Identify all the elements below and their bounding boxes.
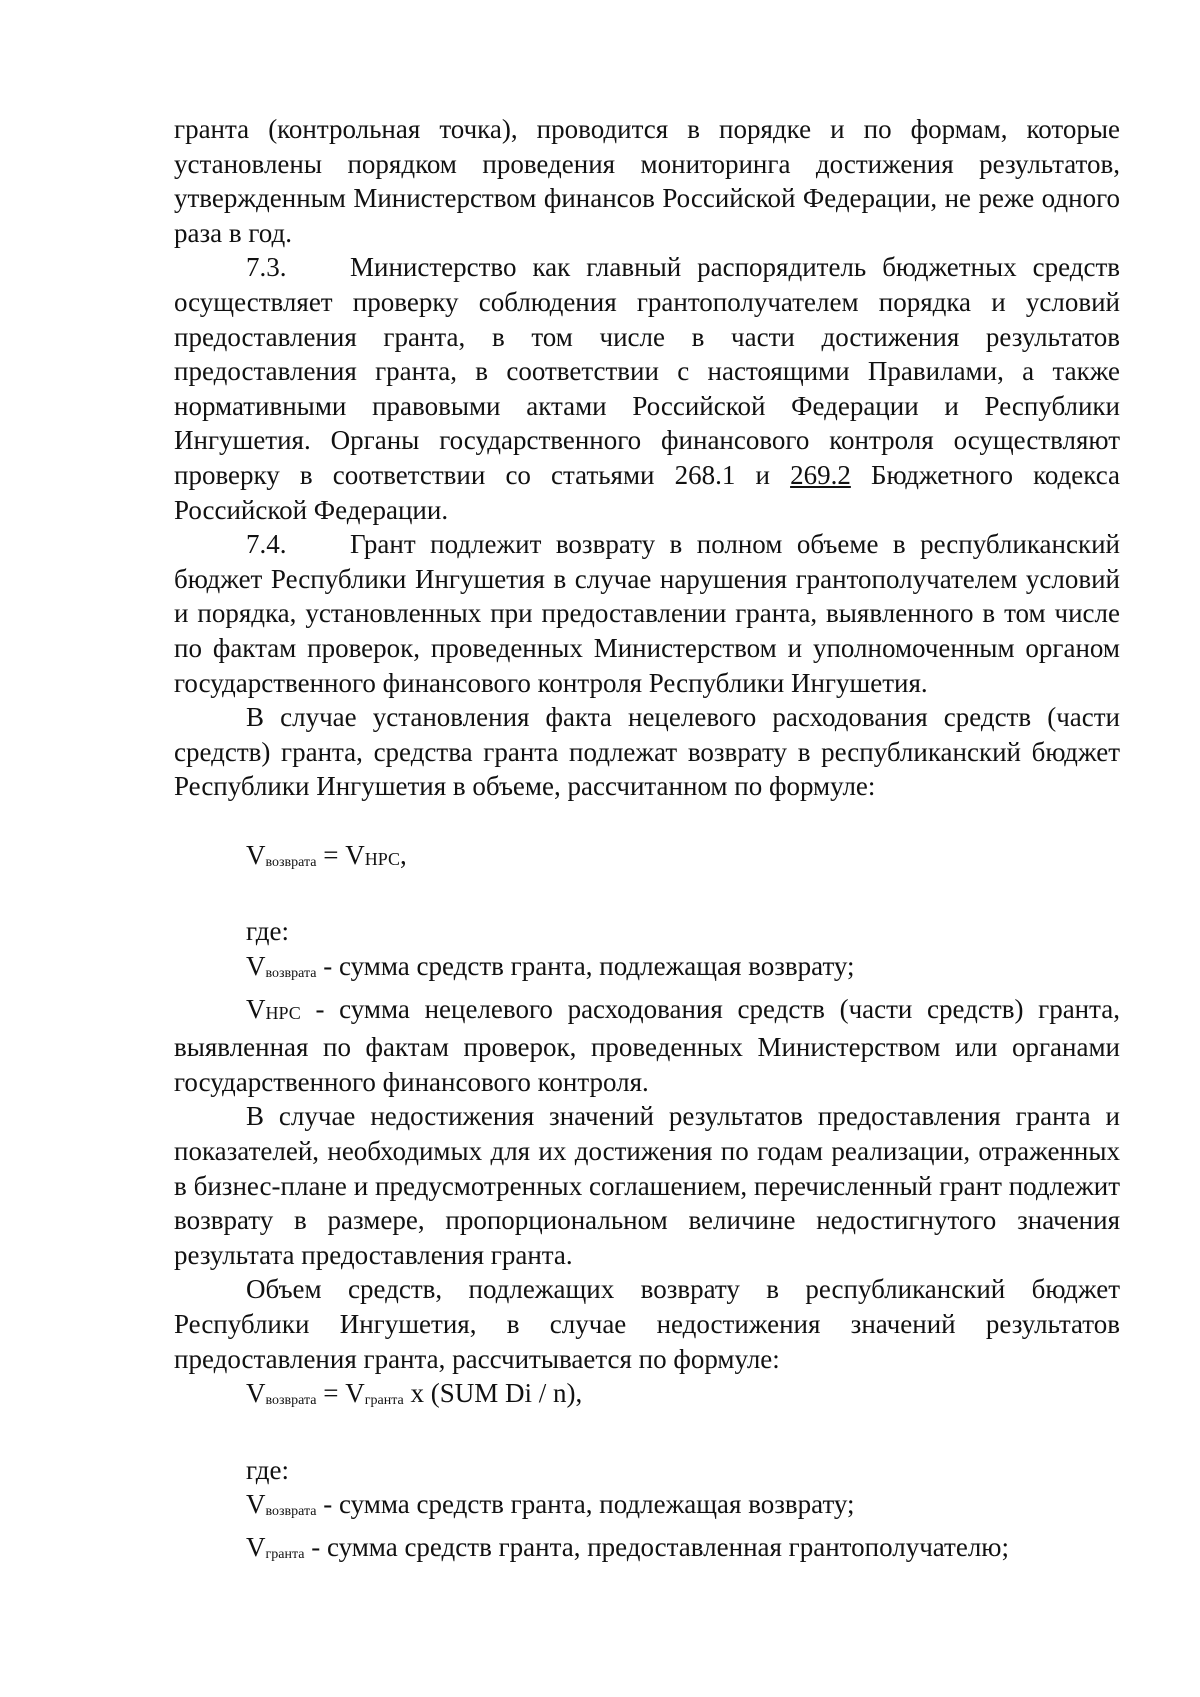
- spacer: [174, 804, 1120, 838]
- spacer: [174, 1419, 1120, 1453]
- spacer: [174, 880, 1120, 914]
- formula-return-non-achievement: Vвозврата = Vгранта x (SUM Di / n),: [246, 1378, 583, 1409]
- paragraph-intro: гранта (контрольная точка), проводится в порядке и по формам, которые установлены порядком проведения мониторинга достижения результатов, утвержденным Министерством финансов Российской Федерации, не реже одного раза в год.: [174, 114, 1120, 248]
- paragraph-misuse: В случае установления факта нецелевого расходования средств (части средств) гранта, средства гранта подлежат возврату в республиканский бюджет Республики Ингушетия в объеме, рассчитанном по формуле:: [174, 702, 1120, 802]
- definition-v-grant: Vгранта - сумма средств гранта, предоставленная грантополучателю;: [246, 1531, 1009, 1562]
- clause-text-end: Бюджетного кодекса Российской Федерации.: [174, 459, 1120, 525]
- budget-code-article-link[interactable]: 269.2: [790, 459, 851, 490]
- paragraph-7-3: [174, 250, 1120, 527]
- clause-text: Грант подлежит возврату в полном объеме в республиканский бюджет Республики Ингушетия в случае нарушения грантополучателем условий и порядка, установленных при предоставлении гранта, выявленного в том числе по фактам проверок, проведенных Министерством и уполномоченным органом государственного финансового контроля Республики Ингушетия.: [174, 529, 1120, 698]
- paragraph-non-achievement: В случае недостижения значений результатов предоставления гранта и показателей, необходимых для их достижения по годам реализации, отраженных в бизнес-плане и предусмотренных соглашением, перечисленный грант подлежит возврату в размере, пропорциональном величине недостигнутого значения результата предоставления гранта.: [174, 1101, 1120, 1270]
- where-label: где:: [246, 1454, 289, 1485]
- clause-number: 7.4.: [246, 529, 287, 560]
- formula-return-misuse: Vвозврата = VНРС,: [246, 839, 407, 870]
- paragraph-return-volume: Объем средств, подлежащих возврату в республиканский бюджет Республики Ингушетия, в случае недостижения значений результатов предоставления гранта, рассчитывается по формуле:: [174, 1274, 1120, 1374]
- document-page: [174, 112, 1120, 1573]
- definition-v-return: Vвозврата - сумма средств гранта, подлежащая возврату;: [246, 951, 855, 982]
- clause-text: Министерство как главный распорядитель бюджетных средств осуществляет проверку соблюдения грантополучателем порядка и условий предоставления гранта, в том числе в части достижения результатов предоставления гранта, в соответствии с настоящими Правилами, а также нормативными правовыми актами Российской Федерации и Республики Ингушетия. Органы государственного финансового контроля осуществляют проверку в соответствии со статьями 268.1 и: [174, 252, 1120, 490]
- paragraph-7-4: [174, 527, 1120, 700]
- definition-v-nrs: VНРС - сумма нецелевого расходования средств (части средств) гранта, выявленная по фактам проверок, проведенных Министерством или органами государственного финансового контроля.: [174, 993, 1120, 1097]
- where-label: где:: [246, 916, 289, 947]
- definition-v-return: Vвозврата - сумма средств гранта, подлежащая возврату;: [246, 1489, 855, 1520]
- clause-number: 7.3.: [246, 252, 287, 283]
